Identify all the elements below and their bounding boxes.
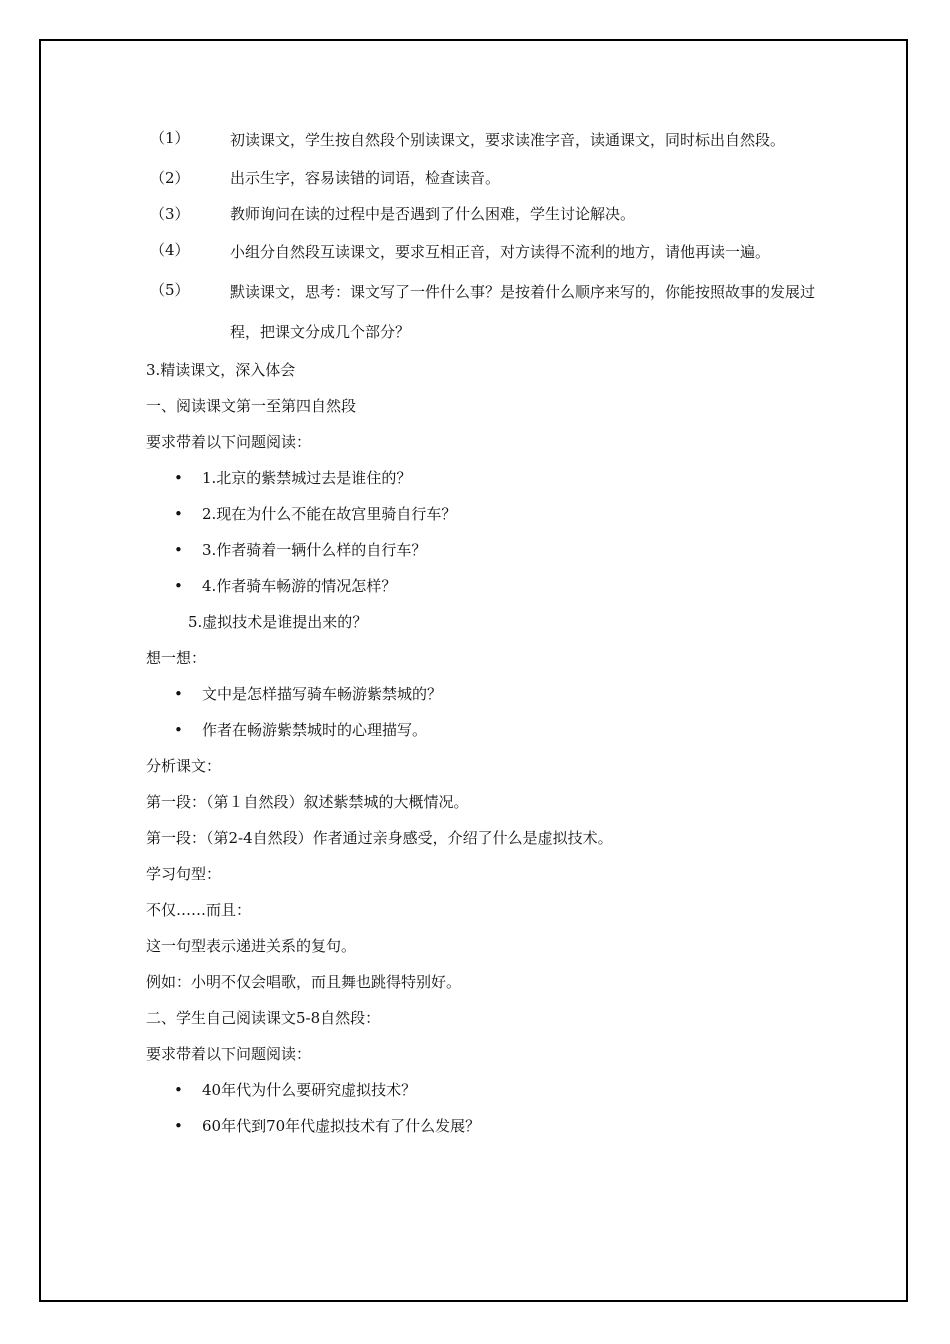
bullet-icon: •	[174, 685, 183, 703]
step-text: 教师询问在读的过程中是否遇到了什么困难，学生讨论解决。	[230, 205, 636, 223]
question-text: 40年代为什么要研究虚拟技术？	[202, 1081, 417, 1099]
section-3-heading: 3.精读课文，深入体会	[146, 361, 296, 379]
list-item	[146, 676, 816, 712]
step-text: 出示生字，容易读错的词语，检查读音。	[230, 169, 501, 187]
step-marker: （2）	[150, 169, 190, 187]
list-item	[146, 712, 816, 748]
numbered-step-5	[146, 272, 816, 352]
question-text: 2.现在为什么不能在故宫里骑自行车？	[202, 505, 457, 523]
bullet-icon: •	[174, 1081, 183, 1099]
analysis-paragraph-2: 第一段：（第2-4自然段）作者通过亲身感受，介绍了什么是虚拟技术。	[146, 829, 613, 847]
question-5: 5.虚拟技术是谁提出来的？	[188, 613, 368, 631]
think-text: 文中是怎样描写骑车畅游紫禁城的？	[202, 685, 443, 703]
pattern-example: 例如：小明不仅会唱歌，而且舞也跳得特别好。	[146, 973, 462, 991]
list-item	[146, 1072, 816, 1108]
sentence-pattern: 不仅……而且：	[146, 901, 252, 919]
step-marker: （5）	[150, 281, 190, 299]
list-item	[146, 568, 816, 604]
think-heading: 想一想：	[146, 649, 207, 667]
step-marker: （3）	[150, 205, 190, 223]
bullet-icon: •	[174, 1117, 183, 1135]
numbered-step-1	[146, 120, 816, 160]
step-text: 初读课文，学生按自然段个别读课文，要求读准字音，读通课文，同时标出自然段。	[230, 131, 786, 149]
part-2-heading: 二、学生自己阅读课文5-8自然段：	[146, 1009, 381, 1027]
numbered-step-4	[146, 232, 816, 272]
step-text: 默读课文，思考：课文写了一件什么事？是按着什么顺序来写的，你能按照故事的发展过程，把课文分成几个部分？	[230, 283, 816, 341]
list-item	[146, 532, 816, 568]
list-item	[146, 496, 816, 532]
part-1-requirement: 要求带着以下问题阅读：	[146, 433, 312, 451]
numbered-step-3	[146, 196, 816, 232]
think-text: 作者在畅游紫禁城时的心理描写。	[202, 721, 428, 739]
list-item	[146, 460, 816, 496]
step-text: 小组分自然段互读课文，要求互相正音，对方读得不流利的地方，请他再读一遍。	[230, 243, 771, 261]
pattern-description: 这一句型表示递进关系的复句。	[146, 937, 357, 955]
analysis-paragraph-1: 第一段：（第１自然段）叙述紫禁城的大概情况。	[146, 793, 469, 811]
step-marker: （4）	[150, 241, 190, 259]
bullet-icon: •	[174, 577, 183, 595]
part-1-heading: 一、阅读课文第一至第四自然段	[146, 397, 357, 415]
numbered-step-2	[146, 160, 816, 196]
bullet-icon: •	[174, 469, 183, 487]
document-body	[146, 120, 816, 1144]
list-item	[146, 1108, 816, 1144]
question-text: 3.作者骑着一辆什么样的自行车？	[202, 541, 427, 559]
question-text: 4.作者骑车畅游的情况怎样？	[202, 577, 397, 595]
analysis-heading: 分析课文：	[146, 757, 222, 775]
bullet-icon: •	[174, 721, 183, 739]
question-text: 1.北京的紫禁城过去是谁住的？	[202, 469, 412, 487]
step-marker: （1）	[150, 129, 190, 147]
bullet-icon: •	[174, 505, 183, 523]
pattern-heading: 学习句型：	[146, 865, 222, 883]
question-text: 60年代到70年代虚拟技术有了什么发展？	[202, 1117, 481, 1135]
bullet-icon: •	[174, 541, 183, 559]
part-2-requirement: 要求带着以下问题阅读：	[146, 1045, 312, 1063]
